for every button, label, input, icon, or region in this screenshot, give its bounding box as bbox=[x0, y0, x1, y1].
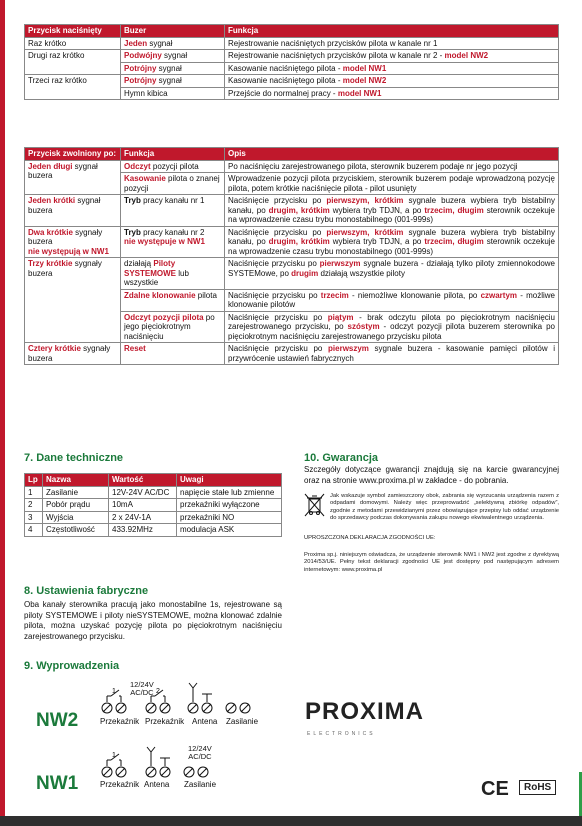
desc-part: sterownik oczekuje na wprowadzenie czasu trybu monostabilnego (001-999s) bbox=[228, 237, 556, 256]
function-rest: pracy kanału nr 2 bbox=[140, 227, 205, 237]
function-strong: Odczyt bbox=[124, 161, 151, 171]
function-cell bbox=[121, 258, 225, 290]
relay-1-number: 1 bbox=[112, 688, 116, 695]
buzer-cell bbox=[121, 75, 225, 88]
table-header-row bbox=[25, 148, 559, 161]
released-cell bbox=[25, 343, 121, 365]
table-row bbox=[25, 524, 282, 537]
function-rest: lub wszystkie bbox=[124, 268, 189, 287]
antenna-icon bbox=[147, 747, 155, 766]
header-description: Opis bbox=[225, 148, 559, 161]
buzer-strong: Potrójny bbox=[124, 63, 157, 73]
desc-part: wybiera tryb TDJN, a po bbox=[329, 205, 425, 215]
released-cell bbox=[25, 226, 121, 258]
table-row bbox=[25, 195, 559, 227]
note-cell: przekaźniki NO bbox=[177, 511, 282, 524]
released-cell bbox=[25, 195, 121, 227]
nw1-supply-voltage: 12/24V AC/DC bbox=[188, 744, 212, 761]
description-cell: Wprowadzenie pozycji pilota przyciskiem, sterownik buzerem podaje wprowadzoną pozycję pilota, potem krótkie naciśnięcie pilota - pilot usunięty bbox=[225, 173, 559, 195]
buzer-cell bbox=[121, 50, 225, 63]
buzer-rest: sygnał bbox=[156, 76, 182, 85]
function-cell bbox=[121, 289, 225, 311]
signal-rest: sygnał buzera bbox=[28, 196, 101, 215]
value-cell: 433.92MHz bbox=[109, 524, 177, 537]
section-8-title: 8. Ustawienia fabryczne bbox=[24, 585, 149, 597]
desc-part: działają wszystkie piloty bbox=[318, 268, 405, 278]
desc-strong: drugim, krótkim bbox=[268, 205, 330, 215]
press-cell: Trzeci raz krótko bbox=[25, 75, 121, 100]
function-cell bbox=[121, 343, 225, 365]
signal-strong: Trzy krótkie bbox=[28, 259, 73, 268]
nw2-label-relay-1: Przekaźnik bbox=[100, 717, 140, 726]
buzer-rest: Hymn kibica bbox=[124, 88, 168, 98]
desc-strong: piątym bbox=[327, 312, 354, 322]
signal-rest: sygnały buzera bbox=[28, 259, 102, 278]
buzer-cell bbox=[121, 37, 225, 50]
desc-part: - brak odczytu pilota po pięciokrotnym naciśnięciu zarejestrowanego przycisku, po bbox=[228, 312, 556, 331]
ground-icon bbox=[202, 694, 212, 702]
description-cell bbox=[225, 289, 559, 311]
function-cell bbox=[225, 87, 559, 100]
function-cell bbox=[121, 226, 225, 258]
press-cell: Raz krótko bbox=[25, 37, 121, 50]
signal-rest: sygnały buzera bbox=[28, 344, 111, 363]
nw2-terminal-block bbox=[102, 703, 250, 713]
desc-strong: pierwszym, krótkim bbox=[326, 227, 404, 237]
bottom-bar bbox=[0, 816, 582, 826]
header-function: Funkcja bbox=[225, 25, 559, 38]
warranty-text: Szczegóły dotyczące gwarancji znajdują się na karcie gwarancyjnej oraz na stronie www.proxima.pl w zakładce - do pobrania. bbox=[304, 465, 559, 485]
signal-rest: sygnał buzera bbox=[28, 161, 98, 180]
function-cell bbox=[225, 50, 559, 63]
function-cell bbox=[121, 160, 225, 173]
note-cell: napięcie stałe lub zmienne bbox=[177, 486, 282, 499]
weee-bin-icon bbox=[304, 492, 326, 518]
function-strong: Tryb bbox=[124, 227, 141, 237]
value-cell: 12V-24V AC/DC bbox=[109, 486, 177, 499]
name-cell: Pobór prądu bbox=[43, 499, 109, 512]
desc-strong: drugim bbox=[291, 268, 319, 278]
function-model: model NW1 bbox=[342, 63, 387, 73]
desc-part: - niemożliwe klonowanie pilota, po bbox=[348, 290, 481, 300]
desc-part: Naciśnięcie przycisku po bbox=[228, 227, 327, 237]
buzer-strong: Potrójny bbox=[124, 76, 157, 85]
desc-part: sygnale buzera wybiera tryb bistabilny kanału, po bbox=[228, 196, 556, 215]
desc-strong: czwartym bbox=[480, 290, 518, 300]
press-cell: Drugi raz krótko bbox=[25, 50, 121, 75]
table-row bbox=[25, 511, 282, 524]
description-cell bbox=[225, 258, 559, 290]
nw1-terminal-block bbox=[102, 767, 208, 777]
factory-settings-text: Oba kanały sterownika pracują jako monostabilne 1s, rejestrowane są piloty SYSTEMOWE i piloty nieSYSTEMOWE, można klonować zdalnie pilota, można uzyskać pozycję pilota po pięciokrotnym naciśnięciu zarejestrowanego przycisku. bbox=[24, 600, 282, 641]
note-cell: przekaźniki wyłączone bbox=[177, 499, 282, 512]
function-strong: Kasowanie bbox=[124, 174, 166, 183]
header-name: Nazwa bbox=[43, 474, 109, 487]
desc-strong: trzecim, długim bbox=[424, 237, 484, 246]
desc-part: - odczyt pozycji pilota buzerem sterownika po pięciokrotnym naciśnięciu zarejestrowanego przycisku pilota bbox=[228, 322, 556, 341]
buzer-rest: sygnał bbox=[156, 63, 182, 73]
desc-strong: trzecim, długim bbox=[424, 205, 484, 215]
desc-part: sygnale buzera - kasowanie pamięci pilotów i przywrócenie ustawień fabrycznych bbox=[228, 344, 556, 363]
function-rest: pracy kanału nr 1 bbox=[140, 196, 205, 205]
desc-strong: szóstym bbox=[347, 322, 380, 331]
nw2-supply-voltage: 12/24V AC/DC bbox=[130, 680, 154, 697]
desc-strong: drugim, krótkim bbox=[268, 237, 330, 246]
nw2-label-relay-2: Przekaźnik bbox=[145, 717, 185, 726]
desc-part: Naciśnięcie przycisku po bbox=[228, 312, 328, 322]
name-cell: Częstotliwość bbox=[43, 524, 109, 537]
released-cell bbox=[25, 258, 121, 343]
brand-logo bbox=[305, 698, 424, 726]
name-cell: Wyjścia bbox=[43, 511, 109, 524]
weee-notice: Jak wskazuje symbol zamieszczony obok, zabrania się wyrzucania urządzenia razem z odpadami domowymi. Należy więc przeprowadzić „selektywną zbiórkę odpadów”, zgodnie z metodami przewidzianymi przez obowiązujące przepisy lub oddać urządzenie do sprzedawcy podczas dokonywania zakupu nowego ekwiwalentnego urządzenia. bbox=[330, 493, 559, 522]
table-row bbox=[25, 50, 559, 63]
relay-1-number: 1 bbox=[112, 752, 116, 759]
desc-strong: pierwszym, krótkim bbox=[326, 196, 404, 205]
value-cell: 2 x 24V-1A bbox=[109, 511, 177, 524]
function-model: model NW2 bbox=[444, 51, 489, 60]
nw1-label-relay: Przekaźnik bbox=[100, 780, 140, 789]
header-released: Przycisk zwolniony po: bbox=[25, 148, 121, 161]
section-7-title: 7. Dane techniczne bbox=[24, 452, 124, 464]
lp-cell: 1 bbox=[25, 486, 43, 499]
header-function: Funkcja bbox=[121, 148, 225, 161]
rohs-mark: RoHS bbox=[519, 780, 556, 795]
buzer-cell bbox=[121, 62, 225, 75]
released-cell bbox=[25, 160, 121, 195]
function-text: Kasowanie naciśniętego pilota - bbox=[228, 76, 343, 85]
function-text: Kasowanie naciśniętego pilota - bbox=[228, 63, 343, 73]
lp-cell: 2 bbox=[25, 499, 43, 512]
function-strong: Reset bbox=[124, 344, 146, 353]
table-row bbox=[25, 499, 282, 512]
ce-mark: CE bbox=[481, 778, 509, 800]
desc-part: - możliwe klonowanie pilotów bbox=[228, 290, 556, 309]
description-cell bbox=[225, 311, 559, 343]
header-buzer: Buzer bbox=[121, 25, 225, 38]
nw2-label-supply: Zasilanie bbox=[226, 717, 259, 726]
desc-part: Naciśnięcie przycisku po bbox=[228, 290, 321, 300]
buzer-rest: sygnał bbox=[161, 51, 188, 60]
desc-part: sygnale buzera wybiera tryb bistabilny kanału, po bbox=[228, 227, 556, 246]
table-row bbox=[25, 258, 559, 290]
function-strong: Piloty SYSTEMOWE bbox=[124, 259, 177, 278]
function-strong: Tryb bbox=[124, 196, 141, 205]
function-model: model NW1 bbox=[337, 88, 382, 98]
table-row bbox=[25, 226, 559, 258]
function-rest: działają bbox=[124, 259, 154, 268]
desc-strong: pierwszym bbox=[319, 259, 361, 268]
table-row bbox=[25, 75, 559, 88]
function-cell bbox=[225, 75, 559, 88]
function-text: Przejście do normalnej pracy - bbox=[228, 88, 338, 98]
function-cell bbox=[225, 62, 559, 75]
brand-subtitle: ELECTRONICS bbox=[307, 731, 376, 737]
desc-part: Naciśnięcie przycisku po bbox=[228, 344, 329, 353]
antenna-icon bbox=[189, 683, 197, 702]
section-9-title: 9. Wyprowadzenia bbox=[24, 660, 120, 672]
description-cell bbox=[225, 343, 559, 365]
signal-note: nie występują w NW1 bbox=[28, 246, 109, 256]
function-cell bbox=[121, 311, 225, 343]
lp-cell: 3 bbox=[25, 511, 43, 524]
name-cell: Zasilanie bbox=[43, 486, 109, 499]
buzer-rest: sygnał bbox=[147, 38, 173, 48]
desc-strong: trzecim bbox=[320, 290, 349, 300]
buzer-strong: Jeden bbox=[124, 38, 148, 48]
function-rest: pilota o znanej pozycji bbox=[124, 174, 220, 193]
header-notes: Uwagi bbox=[177, 474, 282, 487]
buzer-cell bbox=[121, 87, 225, 100]
table-row bbox=[25, 343, 559, 365]
header-press: Przycisk naciśnięty bbox=[25, 25, 121, 38]
nw1-label-supply: Zasilanie bbox=[184, 780, 217, 789]
header-lp: Lp bbox=[25, 474, 43, 487]
nw1-model-label: NW1 bbox=[36, 773, 79, 794]
description-cell bbox=[225, 195, 559, 227]
signal-rest: sygnały buzera bbox=[28, 227, 103, 246]
section-10-title: 10. Gwarancja bbox=[304, 452, 378, 464]
function-cell bbox=[121, 195, 225, 227]
signal-strong: Dwa krótkie bbox=[28, 227, 73, 237]
nw1-label-antenna: Antena bbox=[144, 780, 170, 789]
value-cell: 10mA bbox=[109, 499, 177, 512]
signal-strong: Jeden długi bbox=[28, 161, 73, 171]
buzer-strong: Podwójny bbox=[124, 51, 162, 60]
table-header-row bbox=[25, 25, 559, 38]
nw2-model-label: NW2 bbox=[36, 710, 79, 731]
table-row bbox=[25, 486, 282, 499]
table-row bbox=[25, 160, 559, 173]
note-cell: modulacja ASK bbox=[177, 524, 282, 537]
function-rest: po jego pięciokrotnym naciśnięciu bbox=[124, 312, 215, 341]
signal-strong: Cztery krótkie bbox=[28, 344, 81, 353]
function-rest: pilota bbox=[195, 290, 217, 300]
function-rest: pozycji pilota bbox=[150, 161, 199, 171]
desc-part: Naciśnięcie przycisku po bbox=[228, 196, 327, 205]
declaration-text: Proxima sp.j. niniejszym oświadcza, że urządzenie sterownik NW1 i NW2 jest zgodne z dyrektywą 2014/53/UE. Pełny tekst deklaracji zgodności UE jest dostępny pod następującym adresem internetowym: www.proxima.pl bbox=[304, 552, 559, 573]
function-note: nie występuje w NW1 bbox=[124, 237, 205, 246]
spec-table bbox=[24, 473, 282, 537]
desc-part: sterownik oczekuje na wprowadzenie czasu trybu monostabilnego (001-999s) bbox=[228, 205, 556, 224]
description-cell: Po naciśnięciu zarejestrowanego pilota, sterownik buzerem podaje nr jego pozycji bbox=[225, 160, 559, 173]
brand-logo-text: PROXIMA bbox=[305, 698, 425, 725]
desc-part: wybiera tryb TDJN, a po bbox=[329, 237, 425, 246]
function-model: model NW2 bbox=[342, 76, 387, 85]
left-accent-bar bbox=[0, 0, 5, 826]
description-cell bbox=[225, 226, 559, 258]
function-cell bbox=[121, 173, 225, 195]
desc-strong: pierwszym bbox=[328, 344, 369, 353]
declaration-title: UPROSZCZONA DEKLARACJA ZGODNOŚCI UE: bbox=[304, 535, 436, 541]
header-value: Wartość bbox=[109, 474, 177, 487]
function-strong: Zdalne klonowanie bbox=[124, 290, 196, 300]
lp-cell: 4 bbox=[25, 524, 43, 537]
function-text: Rejestrowanie naciśniętych przycisków pilota w kanale nr 1 bbox=[228, 38, 438, 48]
learning-table bbox=[24, 24, 559, 100]
nw2-label-antenna: Antena bbox=[192, 717, 218, 726]
function-cell bbox=[225, 37, 559, 50]
table-row bbox=[25, 37, 559, 50]
desc-part: sygnale buzera - działają tylko piloty zmiennokodowe SYSTEMowe, po bbox=[228, 259, 556, 278]
ground-icon bbox=[160, 758, 170, 766]
function-strong: Odczyt pozycji pilota bbox=[124, 312, 204, 322]
signal-strong: Jeden krótki bbox=[28, 196, 76, 205]
desc-part: Naciśnięcie przycisku po bbox=[228, 259, 320, 268]
function-text: Rejestrowanie naciśniętych przycisków pilota w kanale nr 2 - bbox=[228, 51, 445, 60]
relay-2-number: 2 bbox=[156, 688, 160, 695]
settings-table bbox=[24, 147, 559, 365]
table-header-row bbox=[25, 474, 282, 487]
